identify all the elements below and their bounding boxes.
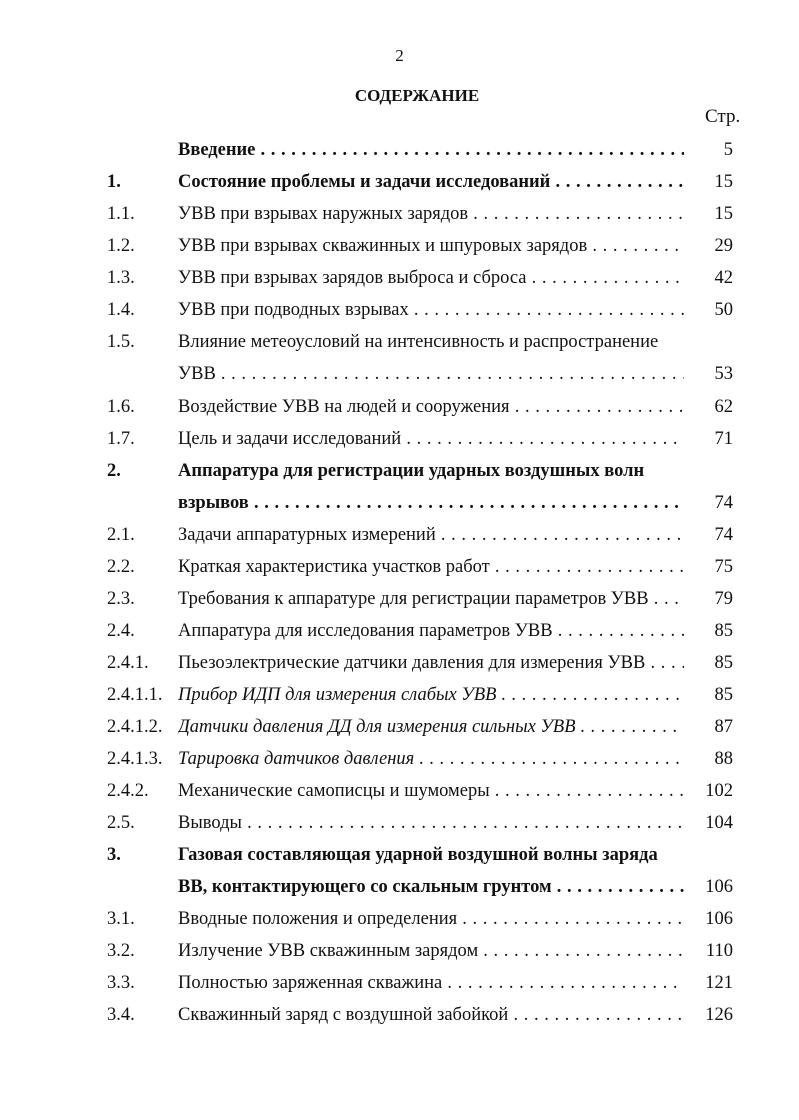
entry-number: 2.4. (107, 621, 135, 641)
toc-entry[interactable] (0, 168, 799, 196)
toc-entry[interactable] (0, 777, 799, 805)
entry-title: Пьезоэлектрические датчики давления для измерения УВВ . . . (178, 649, 684, 677)
entry-page: 42 (714, 268, 733, 288)
toc-entry[interactable] (0, 393, 799, 421)
entry-title: ВВ, контактирующего со скальным грунтом . . . (178, 873, 684, 901)
entry-number: 1.4. (107, 300, 135, 320)
entry-number: 1.2. (107, 236, 135, 256)
entry-number: 2.1. (107, 525, 135, 545)
entry-title: Выводы . . . (178, 809, 684, 837)
entry-title: УВВ при взрывах зарядов выброса и сброса . . . (178, 264, 684, 292)
entry-number: 1. (107, 172, 121, 192)
toc-entry[interactable] (0, 328, 799, 356)
entry-title: Газовая составляющая ударной воздушной волны заряда (178, 845, 658, 865)
entry-title: Датчики давления ДД для измерения сильных УВВ . . . (178, 713, 684, 741)
entry-title: Состояние проблемы и задачи исследований . . . (178, 168, 684, 196)
entry-page: 79 (714, 589, 733, 609)
entry-title: Тарировка датчиков давления . . . (178, 745, 684, 773)
toc-entry[interactable] (0, 937, 799, 965)
toc-entry[interactable] (0, 457, 799, 485)
entry-title: УВВ при взрывах скважинных и шпуровых зарядов . . . (178, 232, 684, 260)
entry-number: 1.3. (107, 268, 135, 288)
entry-page: 71 (714, 429, 733, 449)
entry-page: 29 (714, 236, 733, 256)
toc-entry[interactable] (0, 489, 799, 517)
entry-page: 110 (705, 941, 733, 961)
entry-title: Излучение УВВ скважинным зарядом . . . (178, 937, 684, 965)
toc-entry[interactable] (0, 617, 799, 645)
entry-number: 3.1. (107, 909, 135, 929)
toc-entry[interactable] (0, 360, 799, 388)
entry-number: 2.5. (107, 813, 135, 833)
entry-title: УВВ при подводных взрывах . . . (178, 296, 684, 324)
entry-page: 15 (714, 204, 733, 224)
entry-number: 3.3. (107, 973, 135, 993)
toc-entry[interactable] (0, 200, 799, 228)
toc-entry[interactable] (0, 232, 799, 260)
entry-title: Краткая характеристика участков работ . . . (178, 553, 684, 581)
entry-page: 62 (714, 397, 733, 417)
entry-title: УВВ при взрывах наружных зарядов . . . (178, 200, 684, 228)
entry-number: 1.6. (107, 397, 135, 417)
entry-title: Аппаратура для исследования параметров УВВ . . . (178, 617, 684, 645)
entry-number: 3.4. (107, 1005, 135, 1025)
toc-entry[interactable] (0, 809, 799, 837)
page-number: 2 (395, 46, 404, 65)
entry-number: 2.2. (107, 557, 135, 577)
entry-number: 3.2. (107, 941, 135, 961)
entry-number: 2.4.2. (107, 781, 149, 801)
entry-page: 87 (714, 717, 733, 737)
toc-entry[interactable] (0, 905, 799, 933)
entry-title: Введение . . . (178, 136, 684, 164)
entry-page: 53 (714, 364, 733, 384)
entry-page: 15 (714, 172, 733, 192)
toc-entry[interactable] (0, 873, 799, 901)
entry-page: 75 (714, 557, 733, 577)
entry-page: 88 (714, 749, 733, 769)
entry-page: 85 (714, 685, 733, 705)
toc-entry[interactable] (0, 745, 799, 773)
entry-number: 3. (107, 845, 121, 865)
toc-entry[interactable] (0, 841, 799, 869)
toc-entry[interactable] (0, 136, 799, 164)
entry-number: 2.4.1.3. (107, 749, 163, 769)
entry-page: 85 (714, 653, 733, 673)
entry-page: 126 (705, 1005, 733, 1025)
entry-number: 2.4.1. (107, 653, 149, 673)
toc-entry[interactable] (0, 1001, 799, 1029)
entry-title: Скважинный заряд с воздушной забойкой . . . (178, 1001, 684, 1029)
entry-title: Требования к аппаратуре для регистрации параметров УВВ . . . (178, 585, 684, 613)
toc-entry[interactable] (0, 585, 799, 613)
entry-number: 1.7. (107, 429, 135, 449)
entry-page: 106 (705, 909, 733, 929)
toc-entry[interactable] (0, 649, 799, 677)
entry-page: 121 (705, 973, 733, 993)
entry-number: 1.5. (107, 332, 135, 352)
page-column-header: Стр. (705, 106, 741, 127)
entry-page: 50 (714, 300, 733, 320)
entry-number: 1.1. (107, 204, 135, 224)
entry-title: Цель и задачи исследований . . . (178, 425, 684, 453)
entry-title: Прибор ИДП для измерения слабых УВВ . . . (178, 681, 684, 709)
entry-page: 106 (705, 877, 733, 897)
entry-title: Задачи аппаратурных измерений . . . (178, 521, 684, 549)
entry-page: 102 (705, 781, 733, 801)
toc-entry[interactable] (0, 681, 799, 709)
entry-title: Аппаратура для регистрации ударных воздушных волн (178, 461, 645, 481)
entry-title: Воздействие УВВ на людей и сооружения . . . (178, 393, 684, 421)
entry-title: Полностью заряженная скважина . . . (178, 969, 684, 997)
toc-entry[interactable] (0, 553, 799, 581)
entry-page: 104 (705, 813, 733, 833)
toc-entry[interactable] (0, 969, 799, 997)
toc-entry[interactable] (0, 425, 799, 453)
entry-number: 2.4.1.1. (107, 685, 163, 705)
entry-title: Механические самописцы и шумомеры . . . (178, 777, 684, 805)
toc-title: СОДЕРЖАНИЕ (354, 86, 480, 105)
entry-page: 85 (714, 621, 733, 641)
entry-title: Влияние метеоусловий на интенсивность и распространение (178, 332, 659, 352)
toc-entry[interactable] (0, 713, 799, 741)
entry-page: 5 (723, 140, 733, 160)
entry-page: 74 (714, 493, 733, 513)
toc-entry[interactable] (0, 521, 799, 549)
entry-number: 2.3. (107, 589, 135, 609)
entry-number: 2. (107, 461, 121, 481)
toc-entry[interactable] (0, 296, 799, 324)
entry-page: 74 (714, 525, 733, 545)
entry-number: 2.4.1.2. (107, 717, 163, 737)
entry-title: взрывов . . . (178, 489, 684, 517)
entry-title: Вводные положения и определения . . . (178, 905, 684, 933)
entry-title: УВВ . . . (178, 360, 684, 388)
toc-entry[interactable] (0, 264, 799, 292)
